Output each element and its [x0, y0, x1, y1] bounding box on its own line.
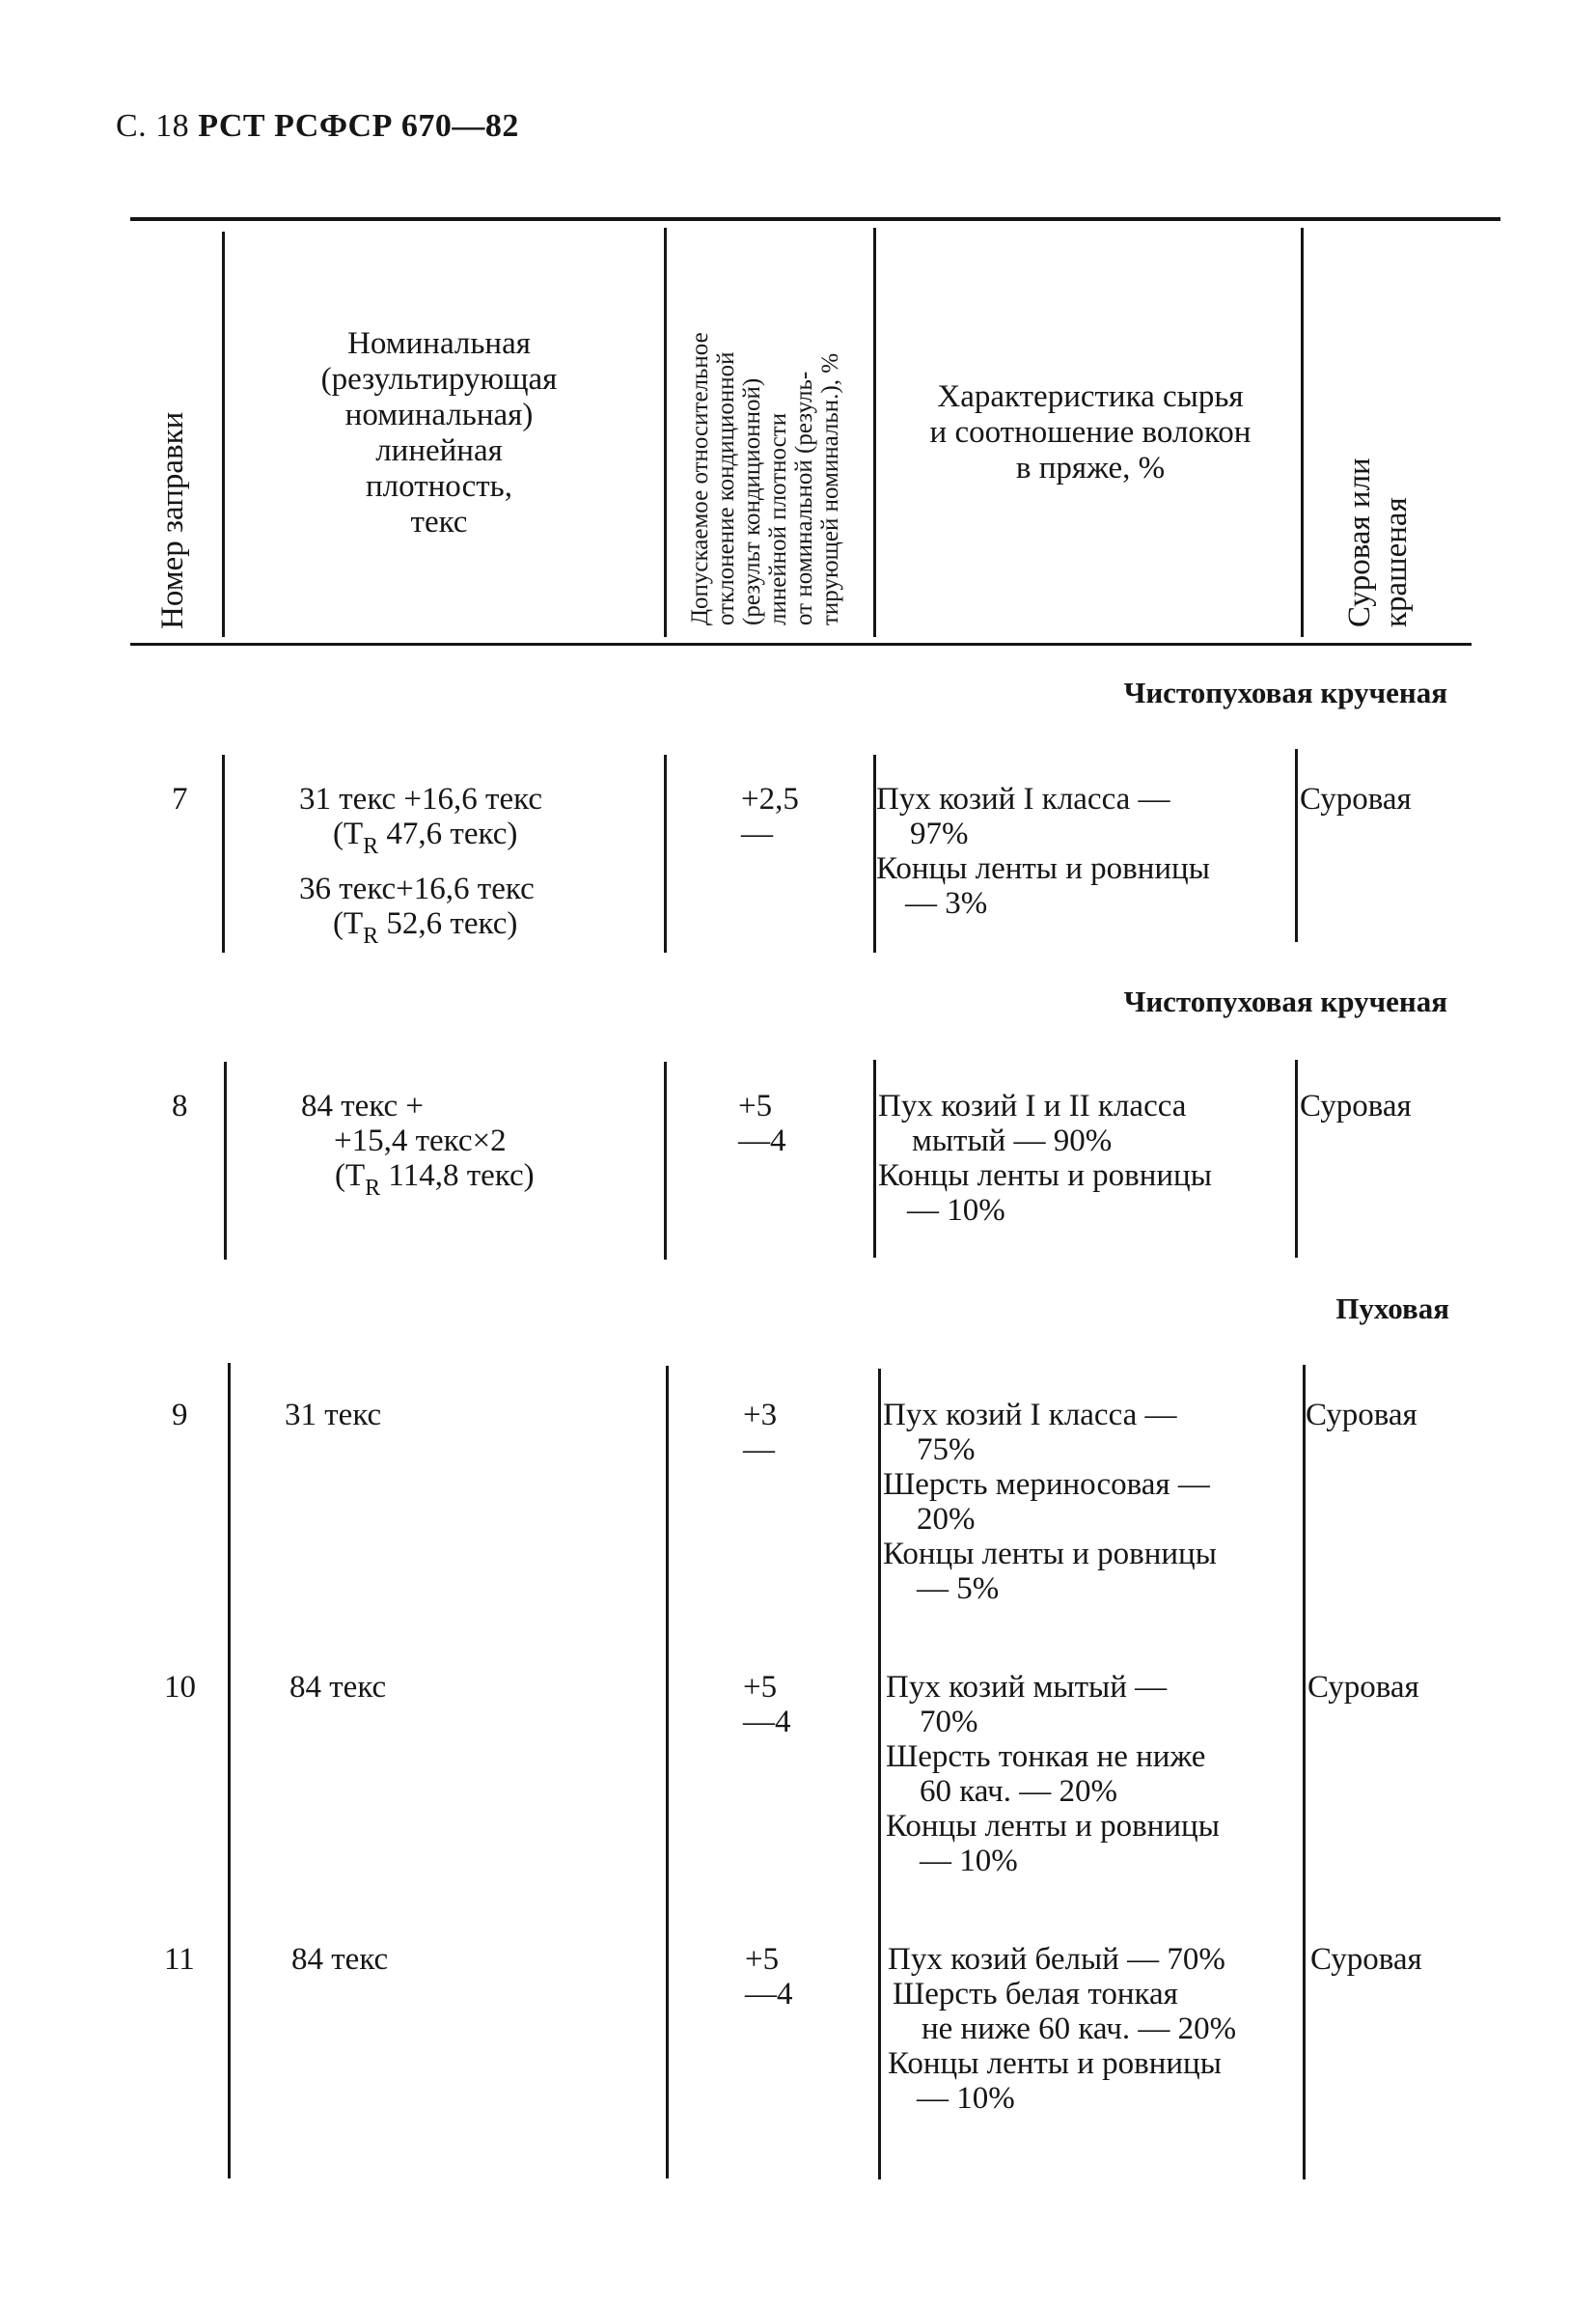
- row-deviation: +5 —4: [745, 1942, 793, 2012]
- header-divider-2: [664, 228, 667, 637]
- row-fiber: Пух козий белый — 70% Шерсть белая тонкая не ниже 60 кач. — 20% Концы ленты и ровницы — 10%: [888, 1942, 1237, 2116]
- page-header: [116, 108, 519, 145]
- row-fiber: Пух козий I класса — 75% Шерсть мериносовая — 20% Концы ленты и ровницы — 5%: [883, 1398, 1217, 1606]
- col-header-deviation: Допускаемое относительное отклонение кондиционной (результ кондиционной) линейной плотности от номинальной (резуль- тирующей номинальн.), %: [687, 332, 843, 625]
- row-number: 10: [164, 1670, 196, 1705]
- header-divider-4: [1301, 228, 1304, 637]
- row-color: Суровая: [1306, 1398, 1417, 1432]
- row-divider: [666, 1366, 669, 2178]
- row-density: 84 текс: [291, 1942, 389, 1977]
- row-divider: [1295, 1060, 1298, 1258]
- section-title: Пуховая: [1335, 1291, 1449, 1325]
- row-divider: [222, 755, 225, 953]
- col-header-fiber: Характеристика сырья и соотношение волокон в пряже, %: [929, 379, 1252, 486]
- header-divider-1: [222, 232, 225, 637]
- standard-code: РСТ РСФСР 670—82: [198, 108, 519, 144]
- row-number: 9: [172, 1398, 188, 1432]
- row-density: 31 текс: [285, 1398, 382, 1432]
- row-deviation: +5 —4: [738, 1089, 786, 1158]
- row-color: Суровая: [1300, 1089, 1412, 1124]
- row-color: Суровая: [1310, 1942, 1422, 1977]
- row-density: 31 текс +16,6 текс ($T_R$ 47,6 текс) 36 текс+16,6 текс ($T_R$ 52,6 текс): [299, 782, 542, 949]
- row-fiber: Пух козий I класса — 97% Концы ленты и ровницы — 3%: [876, 782, 1210, 921]
- col-header-color: Суровая или крашеная: [1342, 458, 1414, 627]
- col-header-density: Номинальная (результирующая номинальная) линейная плотность, текс: [320, 326, 558, 540]
- section-title: Чистопуховая крученая: [1123, 985, 1447, 1018]
- row-divider: [224, 1062, 227, 1260]
- row-divider: [1295, 749, 1298, 942]
- row-divider: [873, 1060, 876, 1258]
- row-divider: [1303, 1365, 1306, 2179]
- row-number: 11: [164, 1942, 195, 1977]
- row-fiber: Пух козий I и II класса мытый — 90% Концы ленты и ровницы — 10%: [878, 1089, 1212, 1228]
- row-deviation: +5 —4: [743, 1670, 791, 1739]
- row-number: 7: [172, 782, 188, 817]
- row-density: 84 текс + +15,4 текс×2 ($T_R$ 114,8 текс): [301, 1089, 535, 1201]
- row-deviation: +3 —: [743, 1398, 778, 1467]
- row-density: 84 текс: [289, 1670, 387, 1705]
- row-divider: [228, 1363, 231, 2178]
- row-divider: [664, 1062, 667, 1260]
- table-top-rule: [130, 217, 1500, 221]
- section-title: Чистопуховая крученая: [1123, 676, 1447, 709]
- header-divider-3: [873, 228, 876, 637]
- row-color: Суровая: [1300, 782, 1412, 817]
- row-color: Суровая: [1307, 1670, 1419, 1705]
- row-divider: [664, 755, 667, 953]
- table-header-bottom-rule: [130, 643, 1472, 646]
- row-deviation: +2,5 —: [741, 782, 799, 851]
- row-fiber: Пух козий мытый — 70% Шерсть тонкая не ниже 60 кач. — 20% Концы ленты и ровницы — 10%: [886, 1670, 1220, 1878]
- page-number: С. 18: [116, 108, 190, 144]
- col-header-number: Номер заправки: [155, 411, 190, 629]
- row-number: 8: [172, 1089, 188, 1124]
- row-divider: [878, 1369, 881, 2179]
